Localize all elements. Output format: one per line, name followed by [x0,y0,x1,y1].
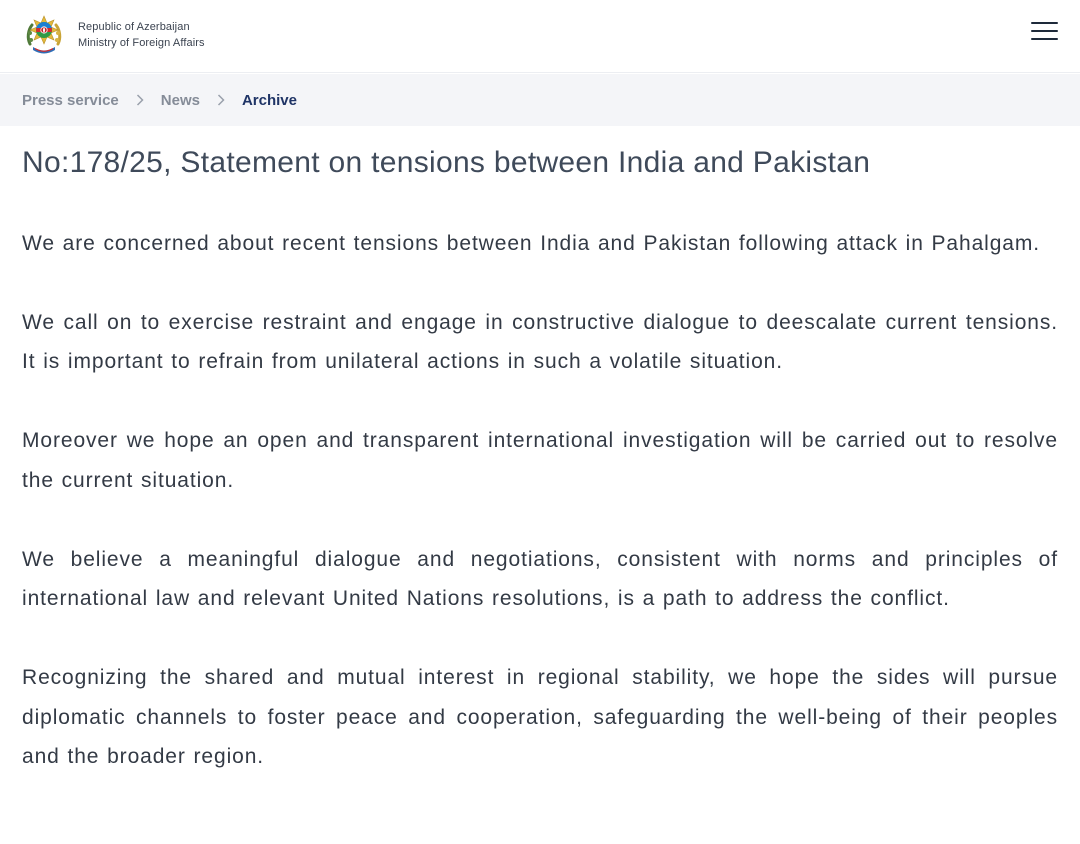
hamburger-menu-icon-bar [1031,38,1058,40]
hamburger-menu-icon-bar [1031,22,1058,24]
ministry-name [78,19,205,51]
page-title: No:178/25, Statement on tensions between India and Pakistan [22,146,871,179]
hamburger-menu-button[interactable] [1030,22,1060,46]
statement-paragraph: We are concerned about recent tensions between India and Pakistan following attack in Pahalgam. [22,232,1041,255]
statement-paragraph: We believe a meaningful dialogue and negotiations, consistent with norms and principles of international law and relevant United Nations resolutions, is a path to address the conflict. [22,547,1058,611]
statement-body [22,224,1058,816]
breadcrumb-press-service[interactable]: Press service [22,91,119,109]
org-line-2: Ministry of Foreign Affairs [78,37,205,49]
site-header [0,0,1080,73]
statement-paragraph: Moreover we hope an open and transparent international investigation will be carried out to resolve the current situation. [22,429,1058,492]
breadcrumb [0,74,1080,126]
home-logo-link[interactable] [24,13,205,57]
breadcrumb-archive[interactable]: Archive [241,91,297,109]
statement-paragraph: We call on to exercise restraint and engage in constructive dialogue to deescalate current tensions. It is important to refrain from unilateral actions in such a volatile situation. [22,310,1058,374]
chevron-right-icon [119,90,161,110]
statement-paragraph: Recognizing the shared and mutual interest in regional stability, we hope the sides will pursue diplomatic channels to foster peace and cooperation, safeguarding the well-being of their peoples and the broader region. [22,665,1058,769]
azerbaijan-emblem-icon [24,14,64,56]
chevron-right-icon [200,90,242,110]
breadcrumb-news[interactable]: News [160,91,200,109]
org-line-1: Republic of Azerbaijan [78,21,190,33]
hamburger-menu-icon-bar [1031,30,1058,32]
